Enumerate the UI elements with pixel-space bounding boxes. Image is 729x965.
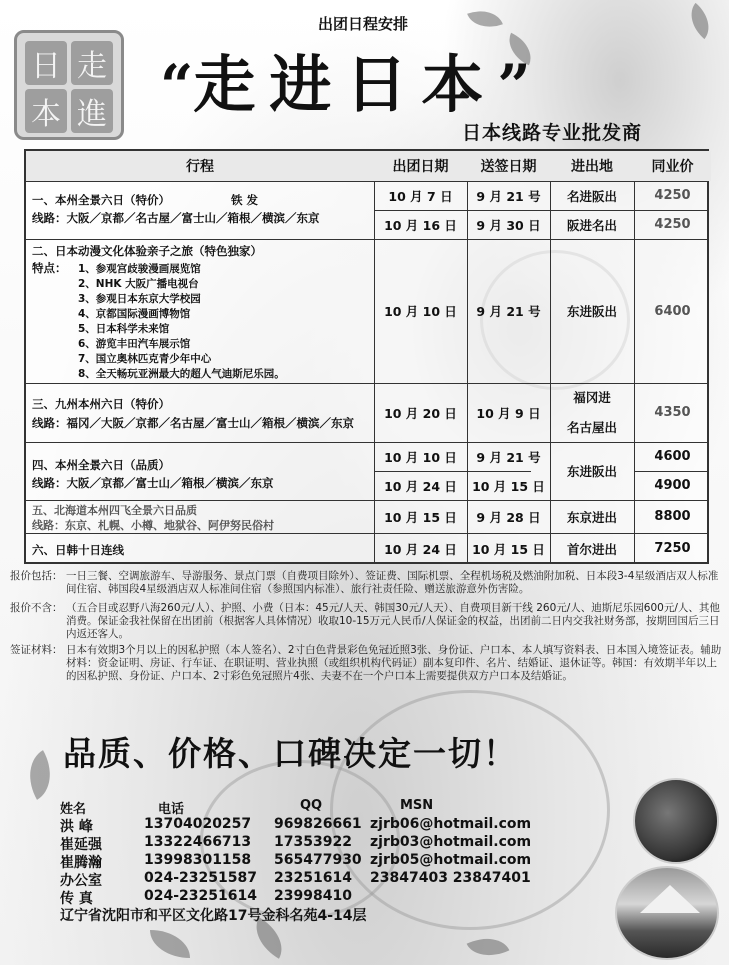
- contact-qq: 969826661: [274, 816, 362, 832]
- note-label: 签证材料：: [10, 644, 63, 656]
- mount-fuji-photo: [615, 866, 719, 960]
- price: 4600: [654, 449, 691, 464]
- contact-header-msn: MSN: [400, 798, 434, 813]
- leaf-decoration: [150, 930, 190, 958]
- header-visa-date: 送签日期: [467, 151, 550, 181]
- feature-item: 4、京都国际漫画博物馆: [78, 308, 191, 320]
- price: 4250: [654, 188, 691, 203]
- feature-item: 2、NHK 大阪广播电视台: [78, 278, 199, 290]
- depart-date: 10 月 24 日: [384, 478, 457, 494]
- contact-qq: 23251614: [274, 870, 352, 886]
- page-title: [160, 35, 531, 124]
- title-text: 走进日本: [193, 48, 498, 121]
- contact-phone: 13998301158: [144, 852, 252, 868]
- depart-date: 10 月 10 日: [384, 304, 457, 319]
- contact-qq: 23998410: [274, 888, 352, 904]
- tour-title: 四、本州全景六日（品质）: [32, 458, 170, 472]
- visa-date: 9 月 21 号: [476, 188, 541, 204]
- seal-char: 本: [25, 89, 67, 133]
- tour-title: 三、九州本州六日（特价）: [32, 397, 170, 411]
- price: 7250: [654, 541, 691, 556]
- tour-route: 线路：大阪／京都／名古屋／富士山／箱根／横滨／东京: [32, 211, 320, 225]
- visa-date: 9 月 28 日: [476, 509, 541, 525]
- tour-route: 线路：东京、札幌、小樽、地狱谷、阿伊努民俗村: [32, 519, 274, 532]
- price: 8800: [654, 509, 691, 524]
- contact-msn: zjrb06@hotmail.com: [370, 816, 532, 832]
- note-label: 报价不含：: [10, 602, 63, 614]
- tour-title: 二、日本动漫文化体验亲子之旅（特色独家）: [32, 244, 262, 258]
- contact-phone: 024-23251587: [144, 870, 257, 886]
- visa-date: 9 月 30 日: [476, 217, 541, 233]
- header-entry-exit: 进出地: [550, 151, 634, 181]
- seal-char: 進: [71, 89, 113, 133]
- contact-name: 办公室: [60, 873, 102, 889]
- entry-exit: 名古屋出: [566, 420, 617, 435]
- tour-note: 铁 发: [231, 193, 259, 207]
- seal-char: 走: [71, 41, 113, 85]
- header-price: 同业价: [634, 151, 711, 181]
- feature-item: 8、全天畅玩亚洲最大的超人气迪斯尼乐园。: [78, 368, 285, 380]
- leaf-decoration: [17, 750, 63, 800]
- leaf-decoration: [681, 3, 718, 39]
- price: 4250: [654, 217, 691, 232]
- contact-msn: zjrb03@hotmail.com: [370, 834, 532, 850]
- tour-title: 六、日韩十日连线: [32, 543, 124, 557]
- note-text: 一日三餐、空调旅游车、导游服务、景点门票（自费项目除外）、签证费、国际机票、全程机场税及燃油附加税、日本段3-4星级酒店双人标准间住宿、韩国段4星级酒店双人标准间住宿（参照国内标准）、旅行社责任险、赠送旅游意外伤害险。: [66, 570, 719, 595]
- feature-item: 7、国立奥林匹克青少年中心: [78, 353, 212, 365]
- tour-title: 五、北海道本州四飞全景六日品质: [32, 504, 197, 517]
- entry-exit: 名进阪出: [566, 188, 617, 204]
- entry-exit: 东京进出: [566, 509, 617, 525]
- visa-date: 10 月 15 日: [472, 541, 545, 557]
- depart-date: 10 月 7 日: [388, 188, 453, 204]
- tour-route: 线路：福冈／大阪／京都／名古屋／富士山／箱根／横滨／东京: [32, 416, 354, 430]
- visa-date: 9 月 21 号: [476, 304, 541, 319]
- slogan: 品质、价格、口碑决定一切！: [63, 734, 518, 773]
- visa-date: 10 月 9 日: [476, 405, 541, 421]
- note-label: 报价包括：: [10, 570, 63, 582]
- contact-name: 崔延强: [60, 837, 102, 853]
- visa-date: 10 月 15 日: [472, 478, 545, 494]
- schedule-heading: 出团日程安排: [318, 15, 409, 33]
- depart-date: 10 月 24 日: [384, 541, 457, 557]
- entry-exit: 福冈进: [573, 390, 611, 405]
- contact-msn: zjrb05@hotmail.com: [370, 852, 532, 868]
- entry-exit: 阪进名出: [566, 217, 617, 233]
- depart-date: 10 月 20 日: [384, 405, 457, 421]
- note-text: 日本有效期3个月以上的因私护照（本人签名）、2寸白色背景彩色免冠近照3张、身份证、户口本、本人填写资料表、日本国入境签证表。辅助材料：资金证明、房证、行车证、在职证明、营业执照（或组织机构代码证）副本复印件、名片、结婚证、退休证等。韩国：有效期半年以上的因私护照、身份证、户口本、2寸彩色免冠照片4张、夫妻不在一个户口本上需要提供双方户口本及结婚证。: [66, 644, 722, 682]
- contact-header-name: 姓名: [60, 802, 87, 817]
- contact-name: 洪 峰: [60, 819, 93, 835]
- contact-qq: 565477930: [274, 852, 362, 868]
- note-visa: [10, 644, 722, 683]
- leaf-decoration: [467, 4, 503, 35]
- price: 4900: [654, 478, 691, 493]
- entry-exit: 东进阪出: [566, 304, 617, 319]
- contact-phone: 024-23251614: [144, 888, 257, 904]
- header-itinerary: 行程: [26, 151, 374, 181]
- page-subtitle: 日本线路专业批发商: [462, 122, 643, 144]
- address: 辽宁省沈阳市和平区文化路17号金科名苑4-14层: [60, 908, 367, 924]
- feature-item: 1、参观宫歧骏漫画展览馆: [78, 263, 201, 275]
- logo-seal: [14, 30, 124, 140]
- tour-route: 线路：大阪／京都／富士山／箱根／横滨／东京: [32, 476, 274, 490]
- note-excludes: [10, 602, 722, 641]
- note-text: （五合目或忍野八海260元/人）、护照、小费（日本：45元/人天、韩国30元/人天）、自费项目新干线 260元/人、迪斯尼乐园600元/人、其他消费。保证金我社保留在出团前（根据客人具体情况）收取10-15万元人民币/人保证金的权益，出团前二日内交我社财务部，按期回国后三日内返还客人。: [66, 602, 720, 640]
- decorative-photo: [633, 778, 719, 864]
- contact-name: 崔腾瀚: [60, 855, 102, 871]
- contact-name: 传 真: [60, 891, 93, 907]
- contact-header-qq: QQ: [300, 798, 323, 813]
- contact-phone: 13322466713: [144, 834, 252, 850]
- entry-exit: 东进阪出: [566, 464, 617, 479]
- note-includes: [10, 570, 722, 596]
- title-close-quote: ”: [497, 52, 531, 120]
- leaf-decoration: [467, 929, 510, 965]
- itinerary-table: [24, 149, 709, 564]
- depart-date: 10 月 15 日: [384, 509, 457, 525]
- entry-exit: 首尔进出: [566, 541, 617, 557]
- feature-item: 5、日本科学未来馆: [78, 323, 170, 335]
- visa-date: 9 月 21 号: [476, 449, 541, 465]
- title-open-quote: “: [160, 52, 194, 120]
- mountain-icon: [640, 885, 700, 913]
- feature-item: 6、游览丰田汽车展示馆: [78, 338, 191, 350]
- contact-qq: 17353922: [274, 834, 352, 850]
- contact-header-phone: 电话: [158, 802, 185, 817]
- tour-title: 一、本州全景六日（特价）: [32, 193, 170, 207]
- header-depart-date: 出团日期: [374, 151, 467, 181]
- depart-date: 10 月 16 日: [384, 217, 457, 233]
- contact-msn: 23847403 23847401: [370, 870, 531, 886]
- feature-item: 3、参观日本东京大学校园: [78, 293, 201, 305]
- depart-date: 10 月 10 日: [384, 449, 457, 465]
- seal-char: 日: [25, 41, 67, 85]
- features-label: 特点：: [32, 261, 67, 275]
- price: 4350: [654, 405, 691, 420]
- price: 6400: [654, 303, 691, 319]
- contact-phone: 13704020257: [144, 816, 252, 832]
